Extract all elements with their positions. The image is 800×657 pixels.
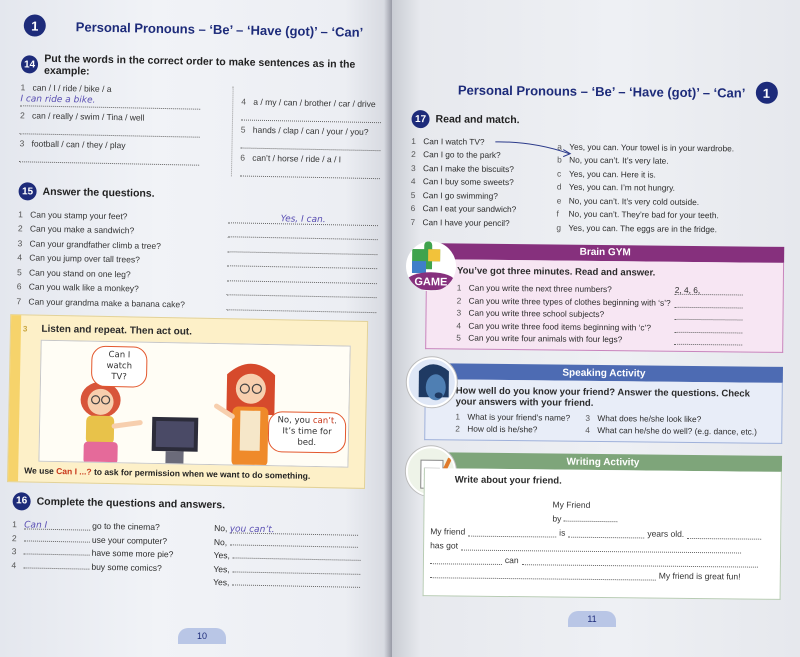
list-item[interactable]: b No, you can’t. It’s very late. (557, 154, 669, 166)
track-number: 3 (22, 323, 28, 333)
answer-line[interactable] (24, 532, 90, 542)
list-item: 7 Can your grandma make a banana cake? (16, 291, 382, 313)
panel-lead: You’ve got three minutes. Read and answer. (456, 265, 656, 279)
page-number-left: 10 (178, 628, 226, 644)
answer-line[interactable]: Yes, I can. (228, 213, 378, 226)
exercise-instruction: Complete the questions and answers. (36, 495, 226, 511)
left-page-content (0, 14, 388, 590)
list-item: 3 What does he/she look like? (585, 412, 702, 425)
exercise-number: 16 (12, 492, 30, 510)
list-item: 1 can / I / ride / bike / a I can ride a bike. (20, 82, 232, 110)
exercise-14 (19, 52, 387, 179)
listen-and-repeat-box (7, 314, 368, 489)
right-page-header (458, 79, 790, 104)
list-item: 5 hands / clap / can / your / you? (240, 124, 391, 151)
answer-line[interactable] (430, 570, 656, 580)
list-item: 1 What is your friend’s name? (455, 411, 571, 423)
answer-line[interactable] (674, 310, 742, 321)
exercise-number: 15 (18, 182, 36, 200)
exercise-17 (410, 110, 789, 236)
unit-badge: 1 (755, 82, 777, 104)
exercise-instruction: Read and match. (435, 113, 520, 127)
left-page (0, 0, 392, 657)
writing-heading: My Friend (552, 499, 591, 510)
answer-line[interactable] (461, 543, 741, 554)
list-item: 4 buy some comics? Yes, (11, 556, 377, 577)
list-item[interactable]: 1 Can I watch TV? (411, 135, 485, 147)
exercise-instruction: Put the words in the correct order to make sentences as in the example: (43, 52, 356, 78)
list-item: 3 Can you write three school subjects? (456, 305, 772, 321)
page-number-right: 11 (568, 611, 616, 627)
answer-line[interactable] (19, 150, 199, 165)
answer-line[interactable] (226, 300, 376, 313)
answer-line[interactable]: I can ride a bike. (20, 94, 200, 109)
list-item[interactable]: 5 Can I go swimming? (410, 189, 498, 201)
list-item: Yes, (11, 570, 377, 591)
answer-line[interactable] (240, 136, 380, 151)
panel-lead: How well do you know your friend? Answer the questions. Check your answers with your friend. (455, 385, 750, 409)
speaking-face-icon (407, 357, 458, 408)
list-item[interactable]: 7 Can I have your pencil? (410, 216, 510, 228)
list-item: 4 a / my / can / brother / car / drive (241, 96, 392, 123)
list-item: 4 Can you write three food items beginning with ‘c’? (456, 318, 772, 334)
list-item: 6 Can you walk like a monkey? (17, 277, 383, 299)
list-item[interactable]: e No, you can’t. It’s very cold outside. (556, 195, 700, 207)
page-title: Personal Pronouns – ‘Be’ – ‘Have (got)’ – ‘Can’ (457, 82, 746, 101)
answer-line[interactable] (522, 557, 758, 567)
list-item: 3 football / can / they / play (19, 138, 231, 166)
answer-line[interactable] (564, 514, 618, 523)
list-item: 3 Can your grandfather climb a tree? (18, 233, 384, 255)
answer-line[interactable] (232, 549, 360, 560)
list-item: 5 Can you write four animals with four legs? (456, 330, 772, 346)
answer-line[interactable] (23, 559, 89, 569)
list-item[interactable]: c Yes, you can. Here it is. (556, 168, 656, 180)
panel-title: Brain GYM (426, 243, 784, 263)
grammar-caption: We use Can I ...? to ask for permission when we want to do something. (24, 464, 311, 481)
exercise-16 (11, 492, 379, 591)
list-item: 4 Can you jump over tall trees? (17, 248, 383, 270)
exercise-number: 17 (411, 110, 429, 128)
answer-line[interactable] (430, 556, 502, 565)
answer-line[interactable] (674, 322, 742, 333)
cartoon-illustration (38, 339, 350, 467)
answer-line[interactable] (687, 531, 761, 540)
list-item: 2 use your computer? No, (12, 529, 378, 550)
list-item: 4 What can he/she do well? (e.g. dance, etc.) (585, 424, 757, 437)
answer-line[interactable] (241, 108, 381, 123)
speaking-activity-panel (424, 363, 783, 444)
listen-instruction: Listen and repeat. Then act out. (41, 323, 193, 338)
answer-line[interactable]: you can’t. (230, 524, 358, 535)
game-badge-label: GAME (414, 275, 448, 288)
answer-line[interactable] (240, 164, 380, 179)
side-tab (8, 315, 21, 481)
list-item: 2 Can you write three types of clothes beginning with ‘s’? (457, 293, 773, 309)
list-item: 1 Can you write the next three numbers? 2, 4, 6, (457, 280, 773, 296)
right-page-content (405, 78, 790, 600)
left-page-header (24, 14, 388, 43)
brain-gym-panel (414, 243, 784, 353)
exercise-number: 14 (21, 55, 39, 73)
list-item[interactable]: 4 Can I buy some sweets? (410, 176, 514, 188)
exercise-15 (16, 182, 384, 313)
list-item[interactable]: a Yes, you can. Your towel is in your wardrobe. (557, 141, 735, 154)
list-item[interactable]: f No, you can’t. They’re bad for your teeth. (556, 208, 719, 221)
exercise-instruction: Answer the questions. (42, 185, 155, 200)
list-item: 2 can / really / swim / Tina / well (20, 110, 232, 138)
unit-badge: 1 (24, 14, 46, 36)
answer-line[interactable] (675, 297, 743, 308)
answer-line[interactable] (674, 335, 742, 346)
list-item[interactable]: g Yes, you can. The eggs are in the fridge. (556, 222, 718, 234)
list-item: 2 Can you make a sandwich? (18, 219, 384, 241)
speech-bubble-mother: No, you can’t. It’s time for bed. (268, 411, 347, 453)
list-item: 6 can’t / horse / ride / a / I (240, 152, 391, 179)
panel-title: Speaking Activity (425, 363, 783, 383)
match-arrow-icon (493, 139, 573, 160)
list-item[interactable]: 6 Can I eat your sandwich? (410, 203, 517, 215)
answer-line[interactable] (229, 536, 357, 547)
writing-activity-panel: Writing Activity Write about your friend. My Friend by My friend is years old. has got can My friend is great fun! (423, 452, 782, 600)
list-item: 5 Can you stand on one leg? (17, 262, 383, 284)
list-item: 1 Can I go to the cinema? No, you can’t. (12, 516, 378, 537)
answer-line[interactable] (468, 529, 556, 538)
panel-lead: Write about your friend. (454, 474, 562, 487)
answer-line[interactable] (24, 545, 90, 555)
page-title: Personal Pronouns – ‘Be’ – ‘Have (got)’ – ‘Can’ (75, 18, 364, 40)
answer-line[interactable] (20, 122, 200, 137)
answer-line[interactable]: Can I (24, 520, 90, 530)
speech-bubble-girl: Can I watch TV? (91, 345, 148, 387)
answer-line[interactable] (232, 563, 360, 574)
right-page (392, 0, 800, 657)
list-item[interactable]: d Yes, you can. I’m not hungry. (556, 181, 675, 194)
list-item[interactable]: 3 Can I make the biscuits? (411, 162, 514, 174)
game-badge-icon (406, 240, 457, 291)
answer-line[interactable]: 2, 4, 6, (675, 285, 743, 296)
answer-line[interactable] (568, 530, 644, 539)
list-item: 3 have some more pie? Yes, (12, 543, 378, 564)
list-item: 1 Can you stamp your feet? Yes, I can. (18, 204, 384, 226)
panel-title: Writing Activity (424, 452, 782, 472)
answer-line[interactable] (232, 576, 360, 587)
list-item: 2 How old is he/she? (455, 423, 538, 435)
list-item[interactable]: 2 Can I go to the park? (411, 149, 501, 161)
